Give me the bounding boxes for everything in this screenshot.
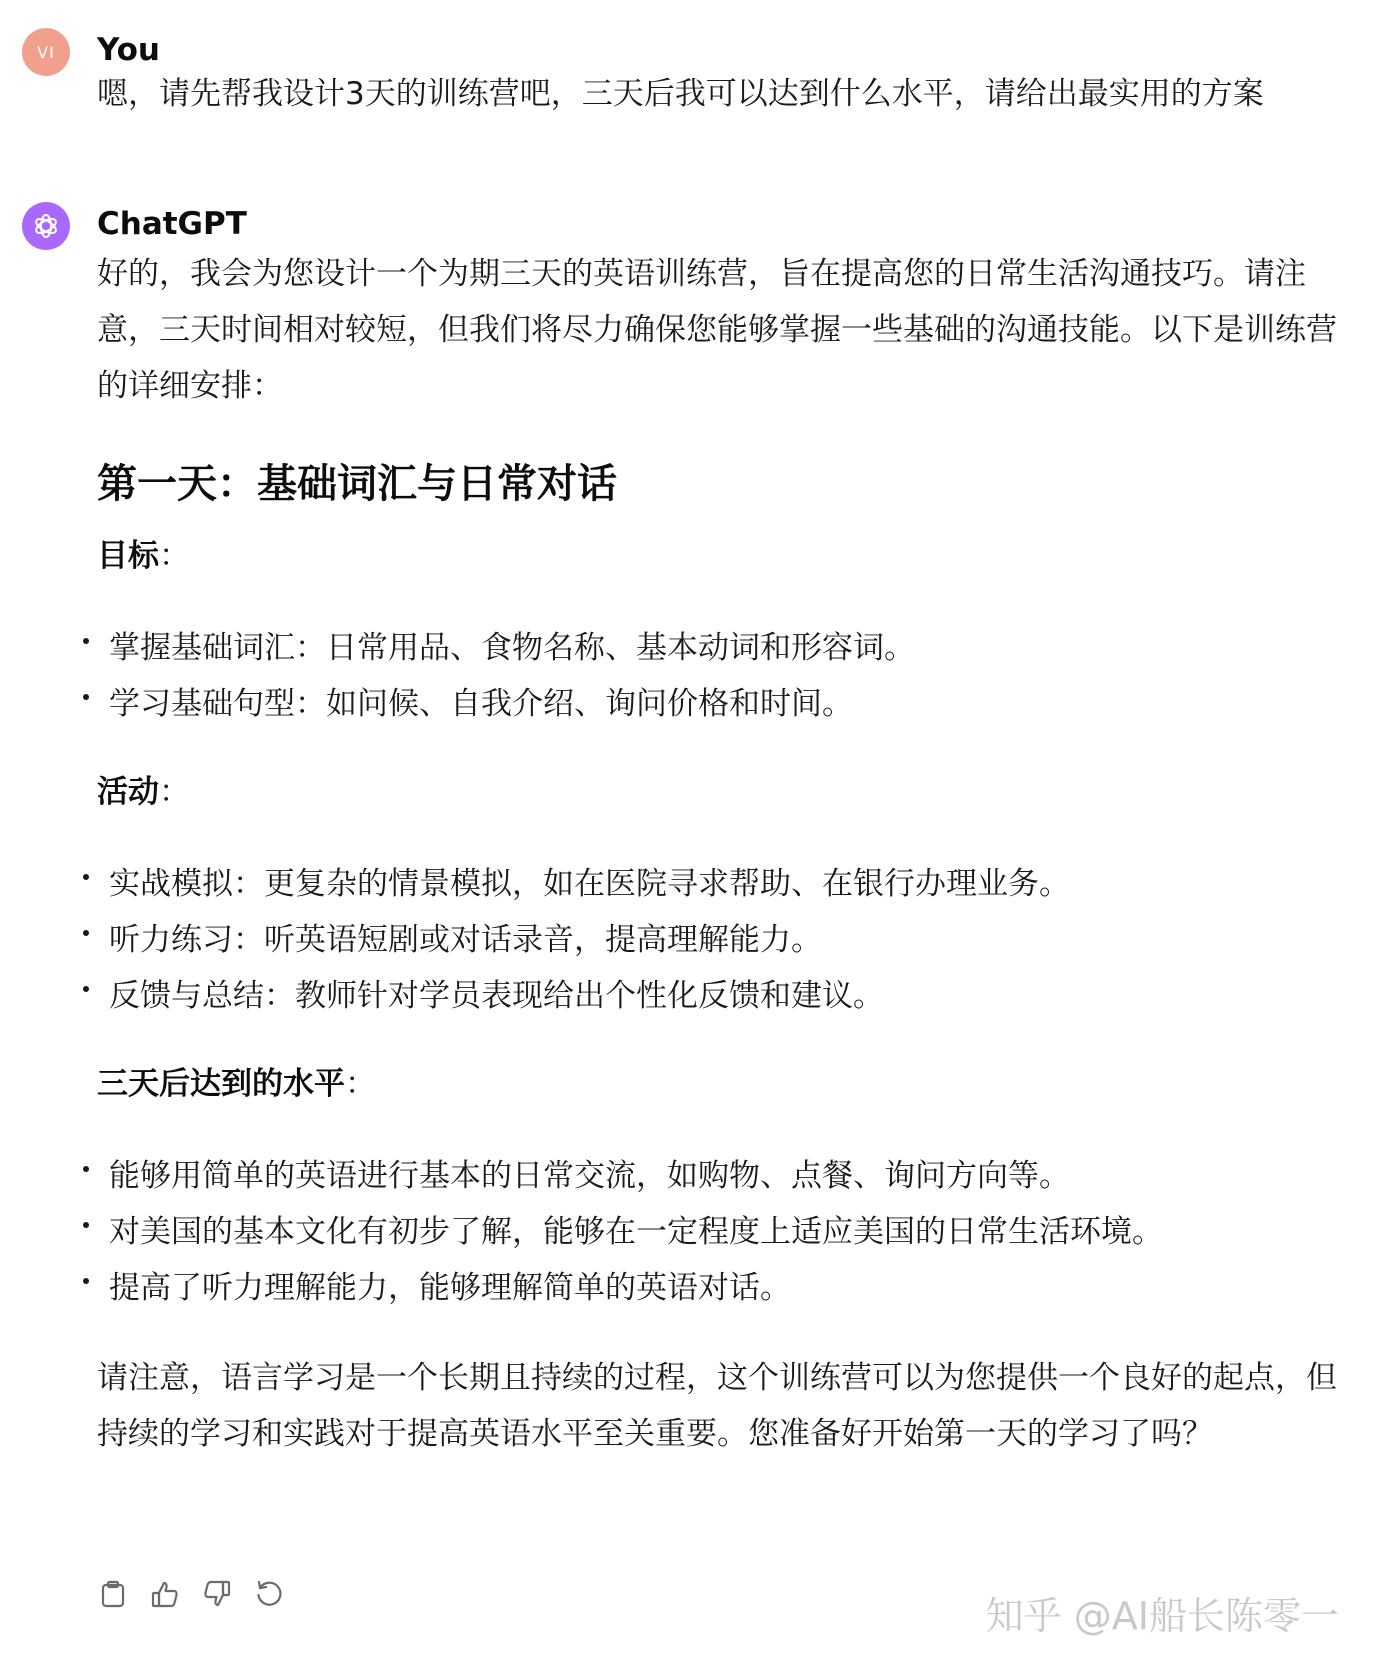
activities-label-text: 活动 — [97, 774, 159, 810]
goals-label-colon: ： — [159, 538, 190, 574]
assistant-message-body — [97, 246, 1337, 1462]
goals-label — [97, 534, 1337, 578]
list-item: 实战模拟：更复杂的情景模拟，如在医院寻求帮助、在银行办理业务。 — [97, 856, 1337, 912]
list-item: 学习基础句型：如问候、自我介绍、询问价格和时间。 — [97, 676, 1337, 732]
thumbs-up-icon[interactable] — [149, 1578, 181, 1610]
goals-label-text: 目标 — [97, 538, 159, 574]
watermark: 知乎 @AI船长陈零一 — [985, 1594, 1339, 1638]
regenerate-icon[interactable] — [253, 1578, 285, 1610]
assistant-message — [0, 202, 1379, 1602]
levels-label-colon: ： — [345, 1066, 376, 1102]
levels-label — [97, 1062, 1337, 1106]
message-actions — [97, 1578, 285, 1610]
user-avatar — [22, 28, 70, 76]
list-item: 能够用简单的英语进行基本的日常交流，如购物、点餐、询问方向等。 — [97, 1148, 1337, 1204]
list-item: 掌握基础词汇：日常用品、食物名称、基本动词和形容词。 — [97, 620, 1337, 676]
activities-label — [97, 770, 1337, 814]
chatgpt-avatar — [22, 202, 70, 250]
user-avatar-initials: VI — [37, 42, 55, 62]
levels-label-text: 三天后达到的水平 — [97, 1066, 345, 1102]
list-item: 对美国的基本文化有初步了解，能够在一定程度上适应美国的日常生活环境。 — [97, 1204, 1337, 1260]
user-author-name: You — [97, 32, 160, 68]
list-item: 听力练习：听英语短剧或对话录音，提高理解能力。 — [97, 912, 1337, 968]
user-message-text: 嗯，请先帮我设计3天的训练营吧，三天后我可以达到什么水平，请给出最实用的方案 — [97, 76, 1264, 112]
openai-logo-icon — [31, 211, 61, 241]
copy-icon[interactable] — [97, 1578, 129, 1610]
list-item: 提高了听力理解能力，能够理解简单的英语对话。 — [97, 1260, 1337, 1316]
activities-list — [97, 856, 1337, 1024]
day1-heading: 第一天：基础词汇与日常对话 — [97, 461, 617, 507]
user-message — [0, 28, 1379, 148]
levels-list — [97, 1148, 1337, 1316]
activities-label-colon: ： — [159, 774, 190, 810]
goals-list — [97, 620, 1337, 732]
closing-paragraph: 请注意，语言学习是一个长期且持续的过程，这个训练营可以为您提供一个良好的起点，但持续的学习和实践对于提高英语水平至关重要。您准备好开始第一天的学习了吗？ — [97, 1360, 1337, 1452]
assistant-author-name: ChatGPT — [97, 206, 247, 242]
thumbs-down-icon[interactable] — [201, 1578, 233, 1610]
intro-paragraph: 好的，我会为您设计一个为期三天的英语训练营，旨在提高您的日常生活沟通技巧。请注意，三天时间相对较短，但我们将尽力确保您能够掌握一些基础的沟通技能。以下是训练营的详细安排： — [97, 256, 1337, 404]
list-item: 反馈与总结：教师针对学员表现给出个性化反馈和建议。 — [97, 968, 1337, 1024]
